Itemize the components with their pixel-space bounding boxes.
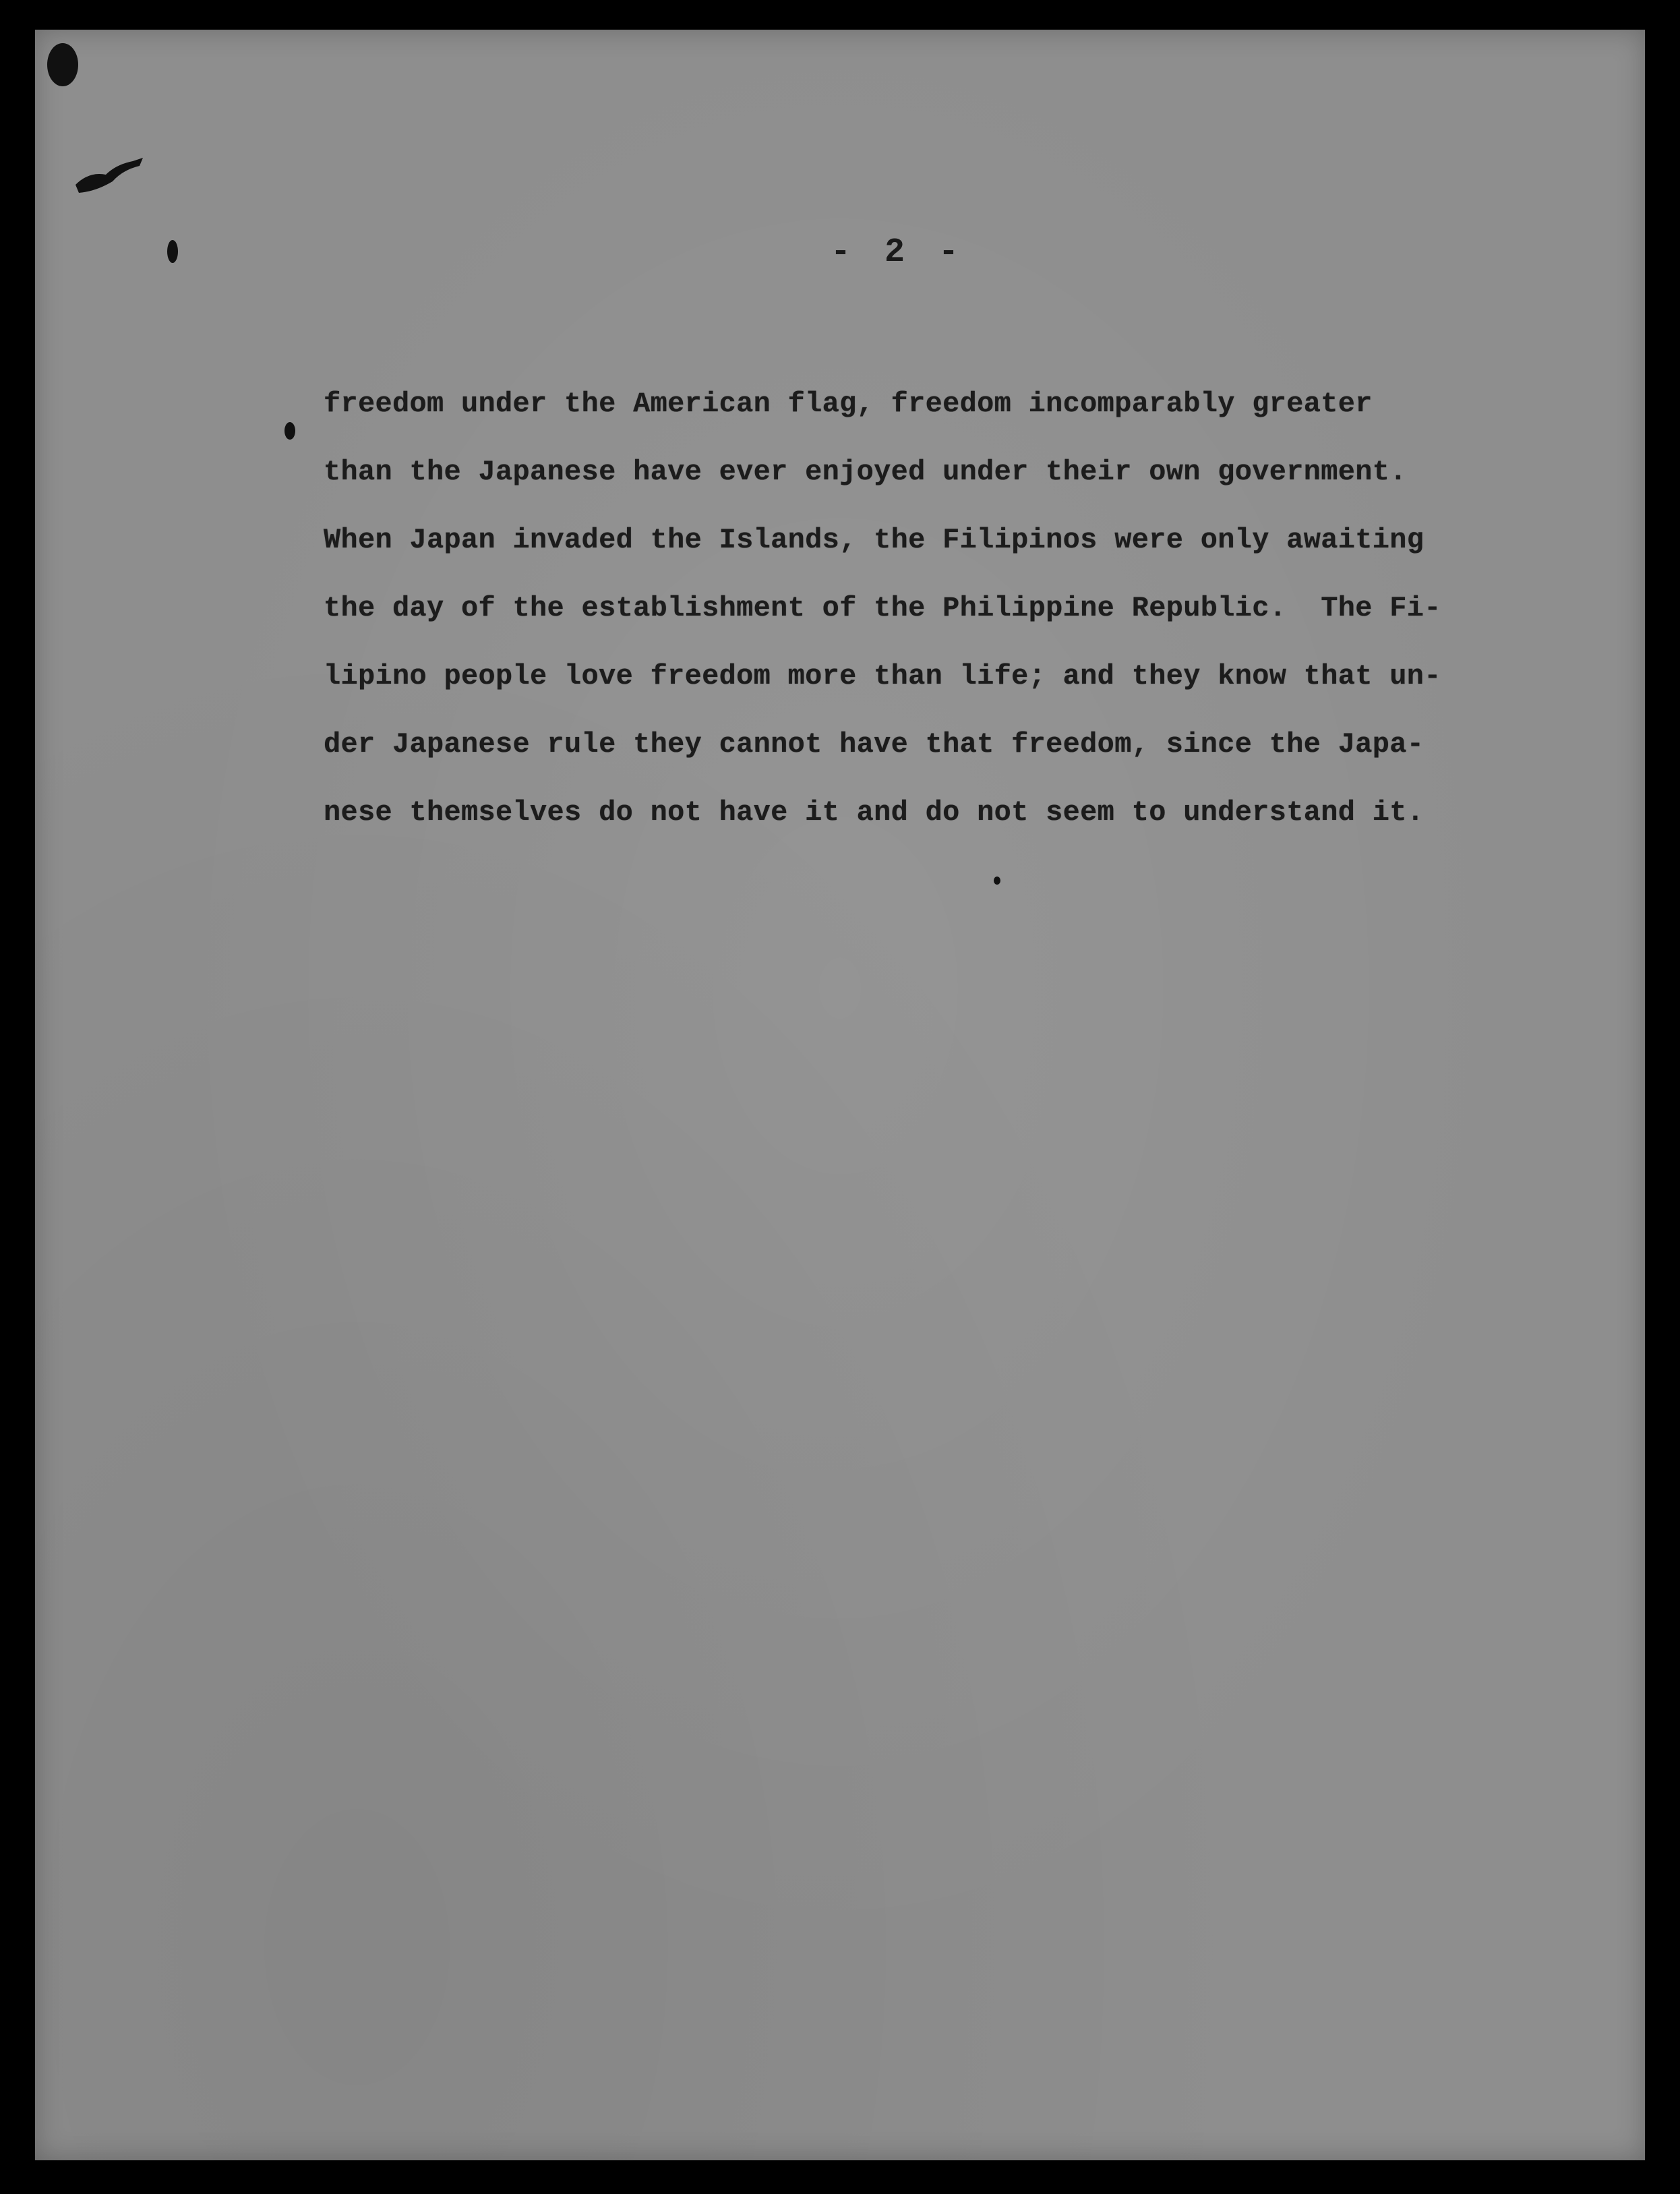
text-line: When Japan invaded the Islands, the Filipinos were only awaiting	[324, 524, 1424, 556]
ink-blot	[47, 43, 78, 86]
body-paragraph	[324, 370, 1483, 847]
page-number: - 2 -	[831, 233, 966, 272]
text-line: der Japanese rule they cannot have that freedom, since the Japa-	[324, 728, 1424, 761]
document-page	[35, 30, 1645, 2160]
text-line: than the Japanese have ever enjoyed under their own government.	[324, 456, 1407, 488]
text-line: nese themselves do not have it and do not seem to understand it.	[324, 796, 1424, 829]
ink-blot	[994, 877, 1000, 885]
ink-blot	[284, 422, 295, 440]
ink-blot	[167, 240, 178, 263]
text-line: the day of the establishment of the Philippine Republic. The Fi-	[324, 592, 1441, 624]
text-line: freedom under the American flag, freedom incomparably greater	[324, 388, 1373, 420]
corner-damage-mark	[69, 144, 163, 198]
text-line: lipino people love freedom more than life; and they know that un-	[324, 660, 1441, 692]
